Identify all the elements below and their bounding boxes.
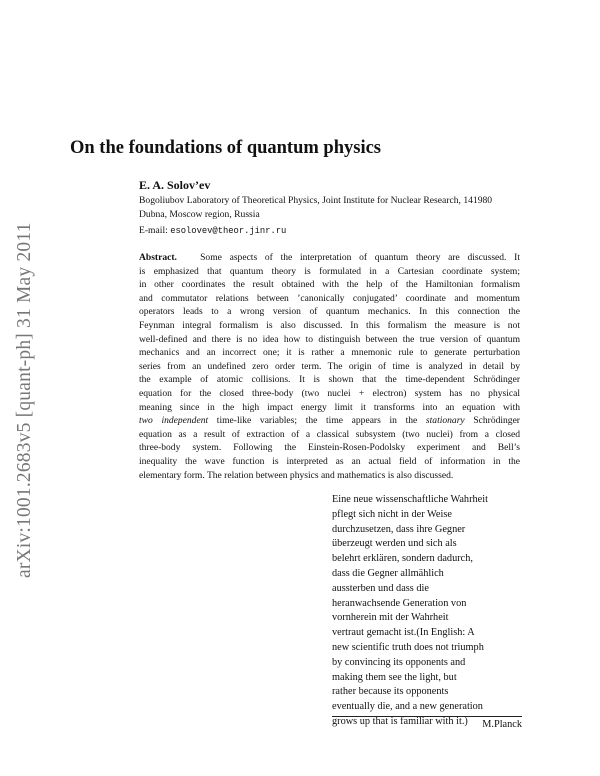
quote-line: eventually die, and a new generation (332, 701, 483, 713)
abstract-line: equation as a result of extraction of a classical subsystem (two nuclei) from a closed (139, 428, 520, 440)
quote-line: grows up that is familiar with it.) (332, 715, 468, 727)
abstract-text: Some aspects of the interpretation of quantum theory are discussed. It (200, 252, 520, 263)
abstract-italic-phrase: two independent (139, 415, 209, 427)
abstract-line: meaning since in the high impact energy limit it transforms into an equation with (139, 401, 520, 413)
quote-line: vornherein mit der Wahrheit (332, 612, 449, 624)
quote-line: überzeugt werden und sich als (332, 538, 457, 550)
abstract-line: is emphasized that quantum theory is formulated in a Cartesian coordinate system; (139, 265, 520, 277)
abstract-line (139, 251, 520, 265)
author-affiliation: Bogoliubov Laboratory of Theoretical Physics, Joint Institute for Nuclear Research, 141980 Dubna, Moscow region, Russia (139, 195, 493, 220)
abstract-line (139, 414, 520, 428)
email-label: E-mail: (139, 225, 168, 236)
abstract-text: time-like variables; the time appears in the (216, 415, 418, 427)
quote-line: vertraut gemacht ist.(In English: A (332, 627, 475, 639)
abstract-line: and commutator relations between ’canonically conjugated’ coordinate and momentum (139, 292, 520, 304)
email-address[interactable]: esolovev@theor.jinr.ru (170, 226, 287, 236)
quote-line: aussterben und dass die (332, 582, 429, 594)
abstract-line: Feynman integral formalism is also discussed. In this formalism the measure is not (139, 319, 520, 331)
author-name: E. A. Solov’ev (139, 178, 211, 192)
author-email (139, 224, 286, 238)
abstract-line: the example of atomic collisions. It is shown that the time-dependent Schrödinger (139, 374, 520, 386)
quote-line: heranwachsende Generation von (332, 597, 467, 609)
abstract-line: operators leads to a wrong version of quantum mechanics. In this connection the (139, 306, 520, 318)
quote-line: Eine neue wissenschaftliche Wahrheit (332, 494, 488, 505)
abstract-italic-phrase: stationary (425, 415, 465, 427)
abstract-line: elementary form. The relation between physics and mathematics is also discussed. (139, 469, 454, 481)
epigraph-quote (332, 493, 522, 730)
arxiv-identifier-stamp: arXiv:1001.2683v5 [quant-ph] 31 May 2011 (14, 222, 35, 578)
quote-line: rather because its opponents (332, 686, 449, 698)
abstract-line: series from an undefined zero order term. The origin of time is analyzed in detail by (139, 360, 520, 372)
quote-line: by convincing its opponents and (332, 656, 466, 668)
abstract-label: Abstract. (139, 252, 177, 263)
abstract-line: inequality the wave function is interpreted as an actual field of information in the (139, 455, 520, 467)
abstract-line: in other coordinates the result obtained with the help of the Hamiltonian formalism (139, 279, 520, 291)
abstract-line: three-body system. Following the Einstein-Rosen-Podolsky experiment and Bell’s (139, 442, 520, 454)
quote-divider (332, 716, 522, 717)
quote-line: new scientific truth does not triumph (332, 641, 484, 653)
abstract-line: mechanics and an incorrect one; it is rather a mnemonic rule to generate perturbation (139, 347, 520, 359)
quote-line: durchzusetzen, dass ihre Gegner (332, 523, 466, 535)
abstract-line: well-defined and there is no idea how to distinguish between the true version of quantum (139, 333, 520, 345)
quote-line: pflegt sich nicht in der Weise (332, 508, 452, 520)
quote-line: belehrt erklären, sondern dadurch, (332, 553, 473, 565)
paper-title: On the foundations of quantum physics (70, 138, 381, 158)
abstract-line: equation for the closed three-body (two nuclei + electron) system has no physical (139, 387, 520, 399)
quote-line: dass die Gegner allmählich (332, 567, 444, 579)
quote-attribution: M.Planck (482, 719, 522, 730)
abstract-text: Schrödinger (473, 415, 520, 427)
abstract (139, 251, 520, 482)
quote-line: making them see the light, but (332, 671, 457, 683)
